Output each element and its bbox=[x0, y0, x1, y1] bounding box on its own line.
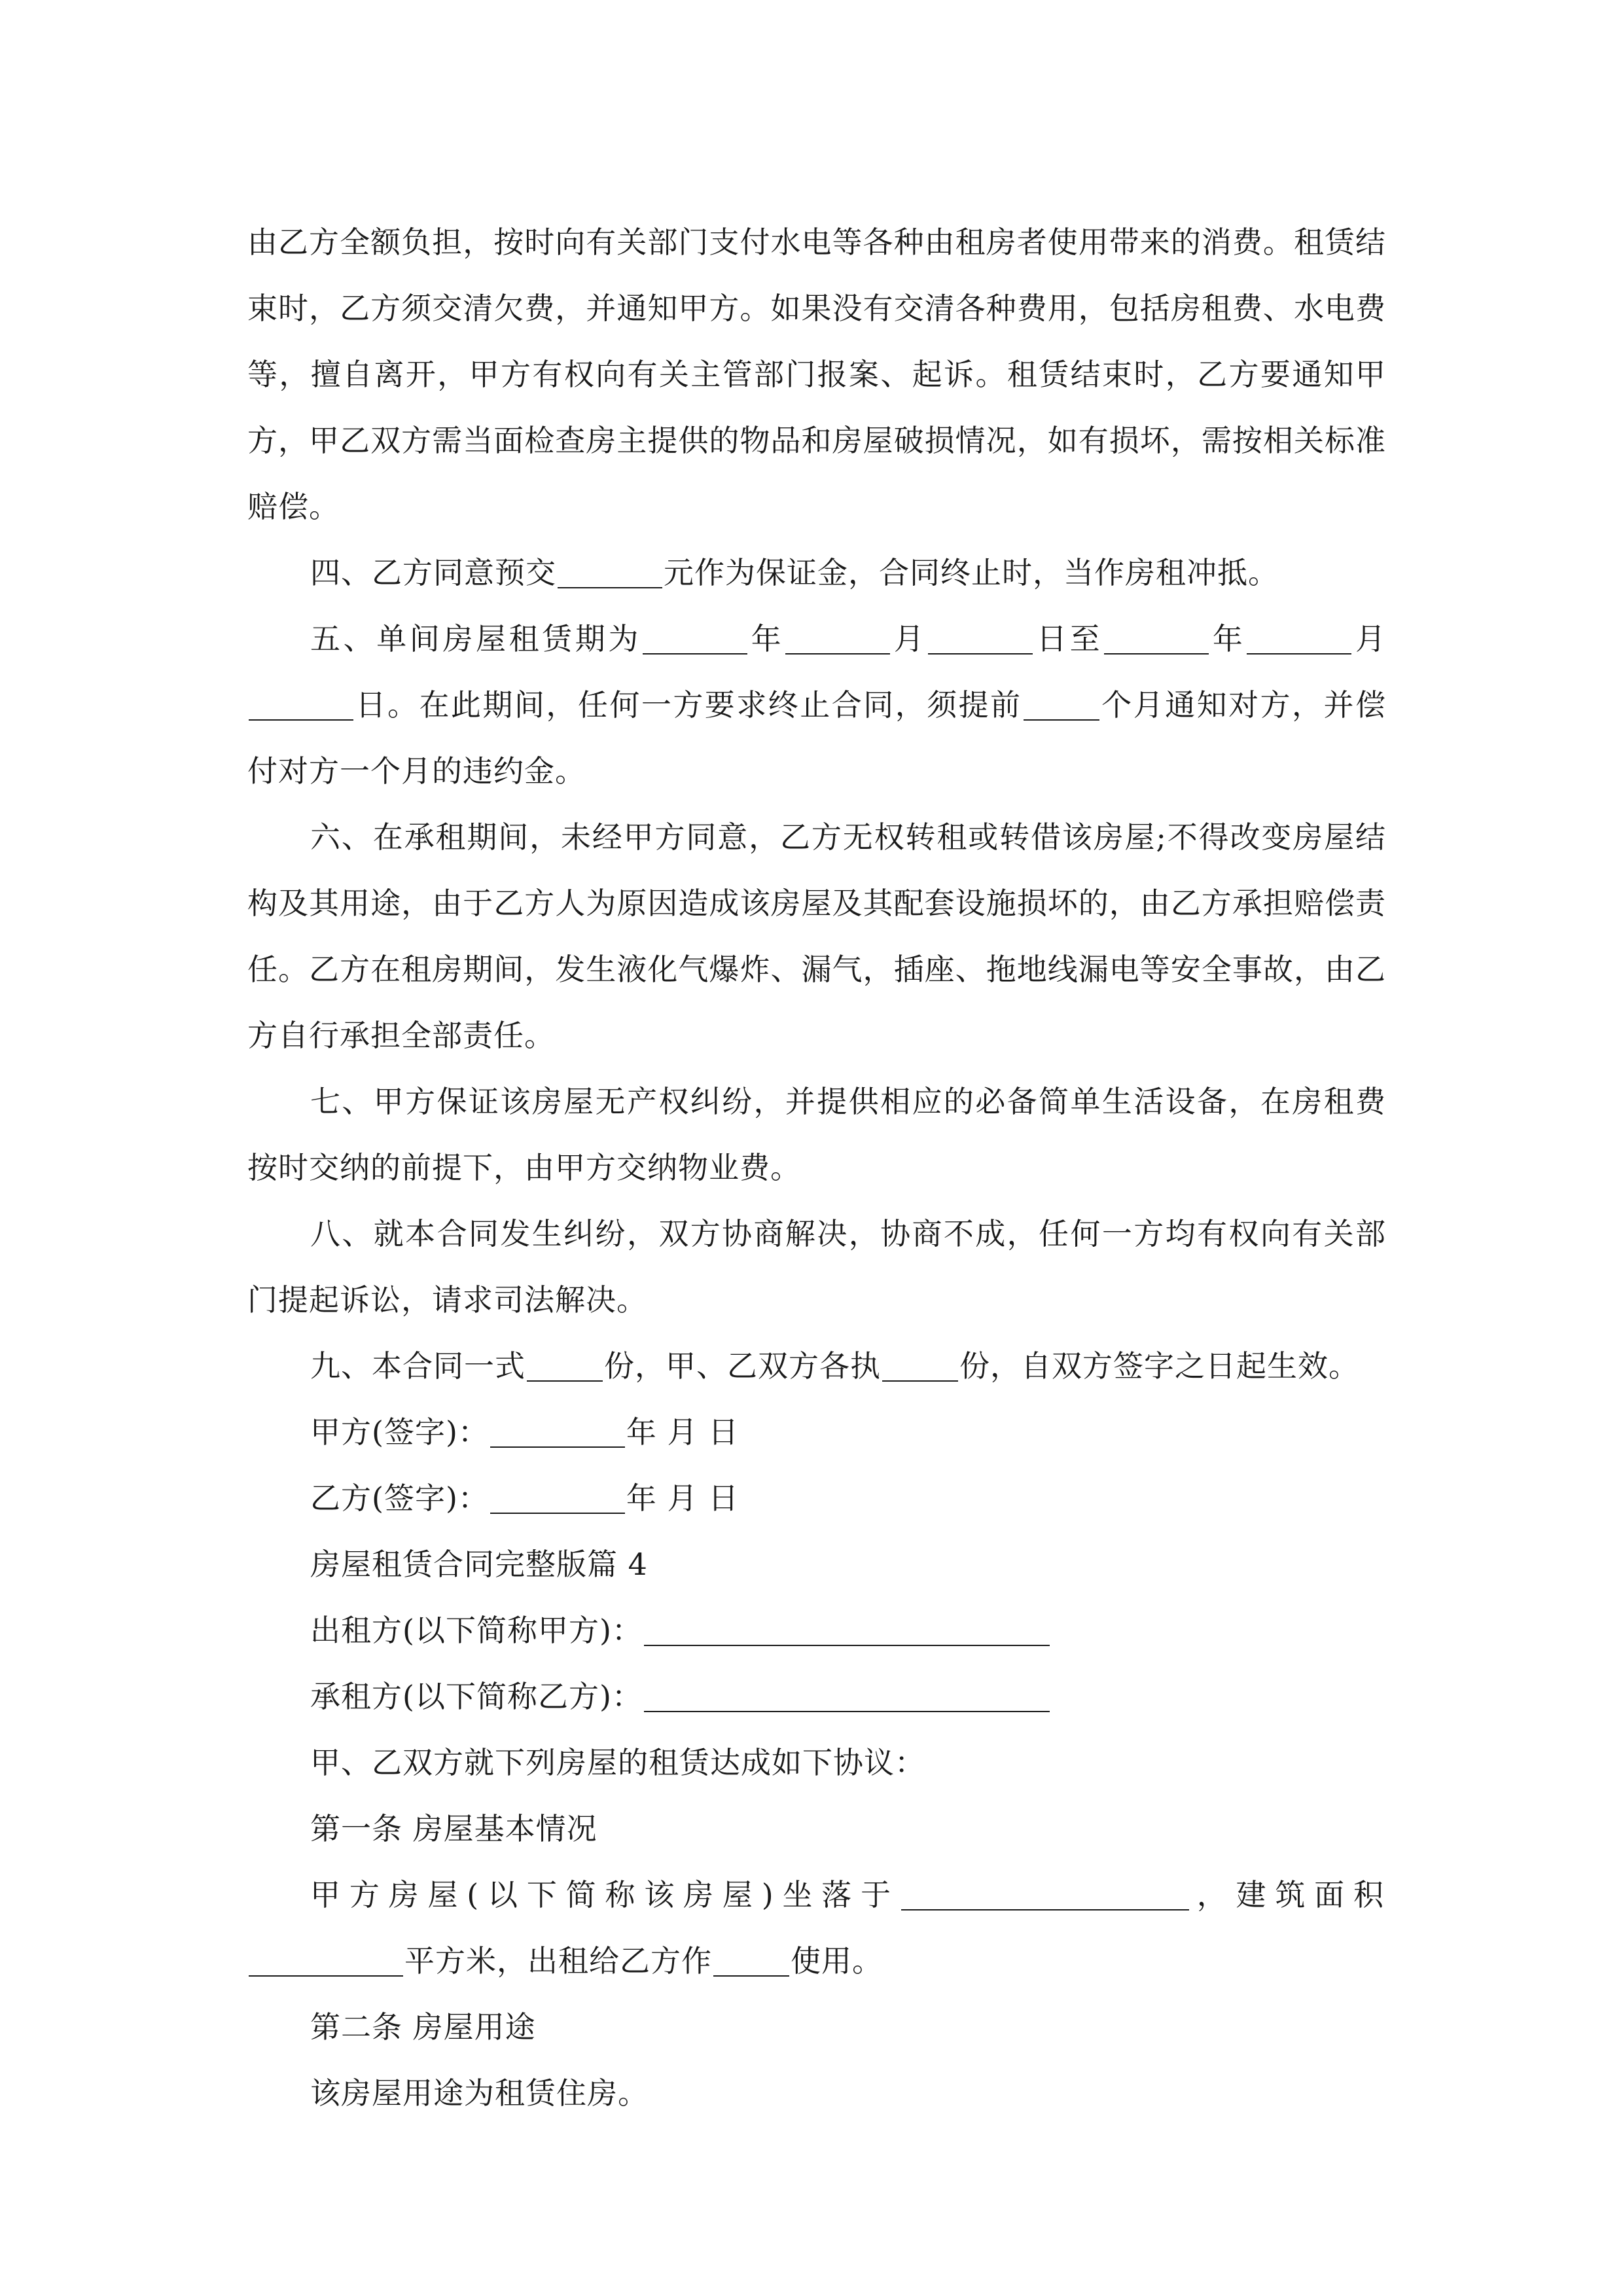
area-blank bbox=[249, 1945, 403, 1977]
copies-total-blank bbox=[527, 1350, 603, 1382]
agreement-line: 甲、乙双方就下列房屋的租赁达成如下协议： bbox=[310, 1745, 925, 1780]
article-2-body: 该房屋用途为租赁住房。 bbox=[310, 2075, 649, 2111]
end-month-blank bbox=[1247, 623, 1351, 655]
lessor-blank bbox=[644, 1615, 1050, 1646]
paragraph-copies: 九、本合同一式 份，甲、乙双方各执 份，自双方签字之日起生效。 bbox=[310, 1348, 1359, 1384]
copies-each-blank bbox=[882, 1350, 958, 1382]
document-body bbox=[247, 209, 1386, 2126]
usage-blank bbox=[713, 1945, 789, 1977]
end-year-blank bbox=[1104, 623, 1209, 655]
article-2-title: 第二条 房屋用途 bbox=[310, 2009, 536, 2045]
paragraph-property: 七、甲方保证该房屋无产权纠纷，并提供相应的必备简单生活设备，在房租费按时交纳的前提下，由甲方交纳物业费。 bbox=[247, 1084, 1386, 1185]
article-1-body: 甲方房屋(以下简称该房屋)坐落于 ，建筑面积平方米，出租给乙方作 使用。 bbox=[247, 1862, 1386, 1994]
signature-party-b: 乙方(签字)： 年 月 日 bbox=[310, 1480, 740, 1516]
signature-party-a: 甲方(签字)： 年 月 日 bbox=[310, 1414, 740, 1450]
signature-a-blank bbox=[490, 1416, 625, 1448]
paragraph-deposit: 四、乙方同意预交 元作为保证金，合同终止时，当作房租冲抵。 bbox=[310, 555, 1279, 590]
section-title: 房屋租赁合同完整版篇 4 bbox=[310, 1547, 648, 1582]
start-year-blank bbox=[643, 623, 747, 655]
start-month-blank bbox=[785, 623, 890, 655]
lessee-blank bbox=[644, 1681, 1050, 1712]
notice-months-blank bbox=[1024, 689, 1099, 721]
signature-b-blank bbox=[490, 1482, 625, 1514]
paragraph-term: 五、单间房屋租赁期为 年 月 日至 年 月日。在此期间，任何一方要求终止合同，须提前 个月通知对方，并偿付对方一个月的违约金。 bbox=[247, 621, 1387, 789]
paragraph-dispute: 八、就本合同发生纠纷，双方协商解决，协商不成，任何一方均有权向有关部门提起诉讼，请求司法解决。 bbox=[247, 1216, 1386, 1318]
paragraph-sublet: 六、在承租期间，未经甲方同意，乙方无权转租或转借该房屋;不得改变房屋结构及其用途，由于乙方人为原因造成该房屋及其配套设施损坏的，由乙方承担赔偿责任。乙方在租房期间，发生液化气爆炸、漏气，插座、拖地线漏电等安全事故，由乙方自行承担全部责任。 bbox=[247, 819, 1386, 1053]
deposit-blank bbox=[558, 557, 662, 588]
start-day-blank bbox=[928, 623, 1033, 655]
paragraph-utilities: 由乙方全额负担，按时向有关部门支付水电等各种由租房者使用带来的消费。租赁结束时，乙方须交清欠费，并通知甲方。如果没有交清各种费用，包括房租费、水电费等，擅自离开，甲方有权向有关主管部门报案、起诉。租赁结束时，乙方要通知甲方，甲乙双方需当面检查房主提供的物品和房屋破损情况，如有损坏，需按相关标准赔偿。 bbox=[247, 224, 1386, 524]
end-day-blank bbox=[249, 689, 353, 721]
lessee-line: 承租方(以下简称乙方)： bbox=[247, 1664, 1386, 1730]
article-1-title: 第一条 房屋基本情况 bbox=[310, 1811, 597, 1846]
lessor-line: 出租方(以下简称甲方)： bbox=[247, 1598, 1386, 1664]
location-blank bbox=[901, 1879, 1189, 1910]
